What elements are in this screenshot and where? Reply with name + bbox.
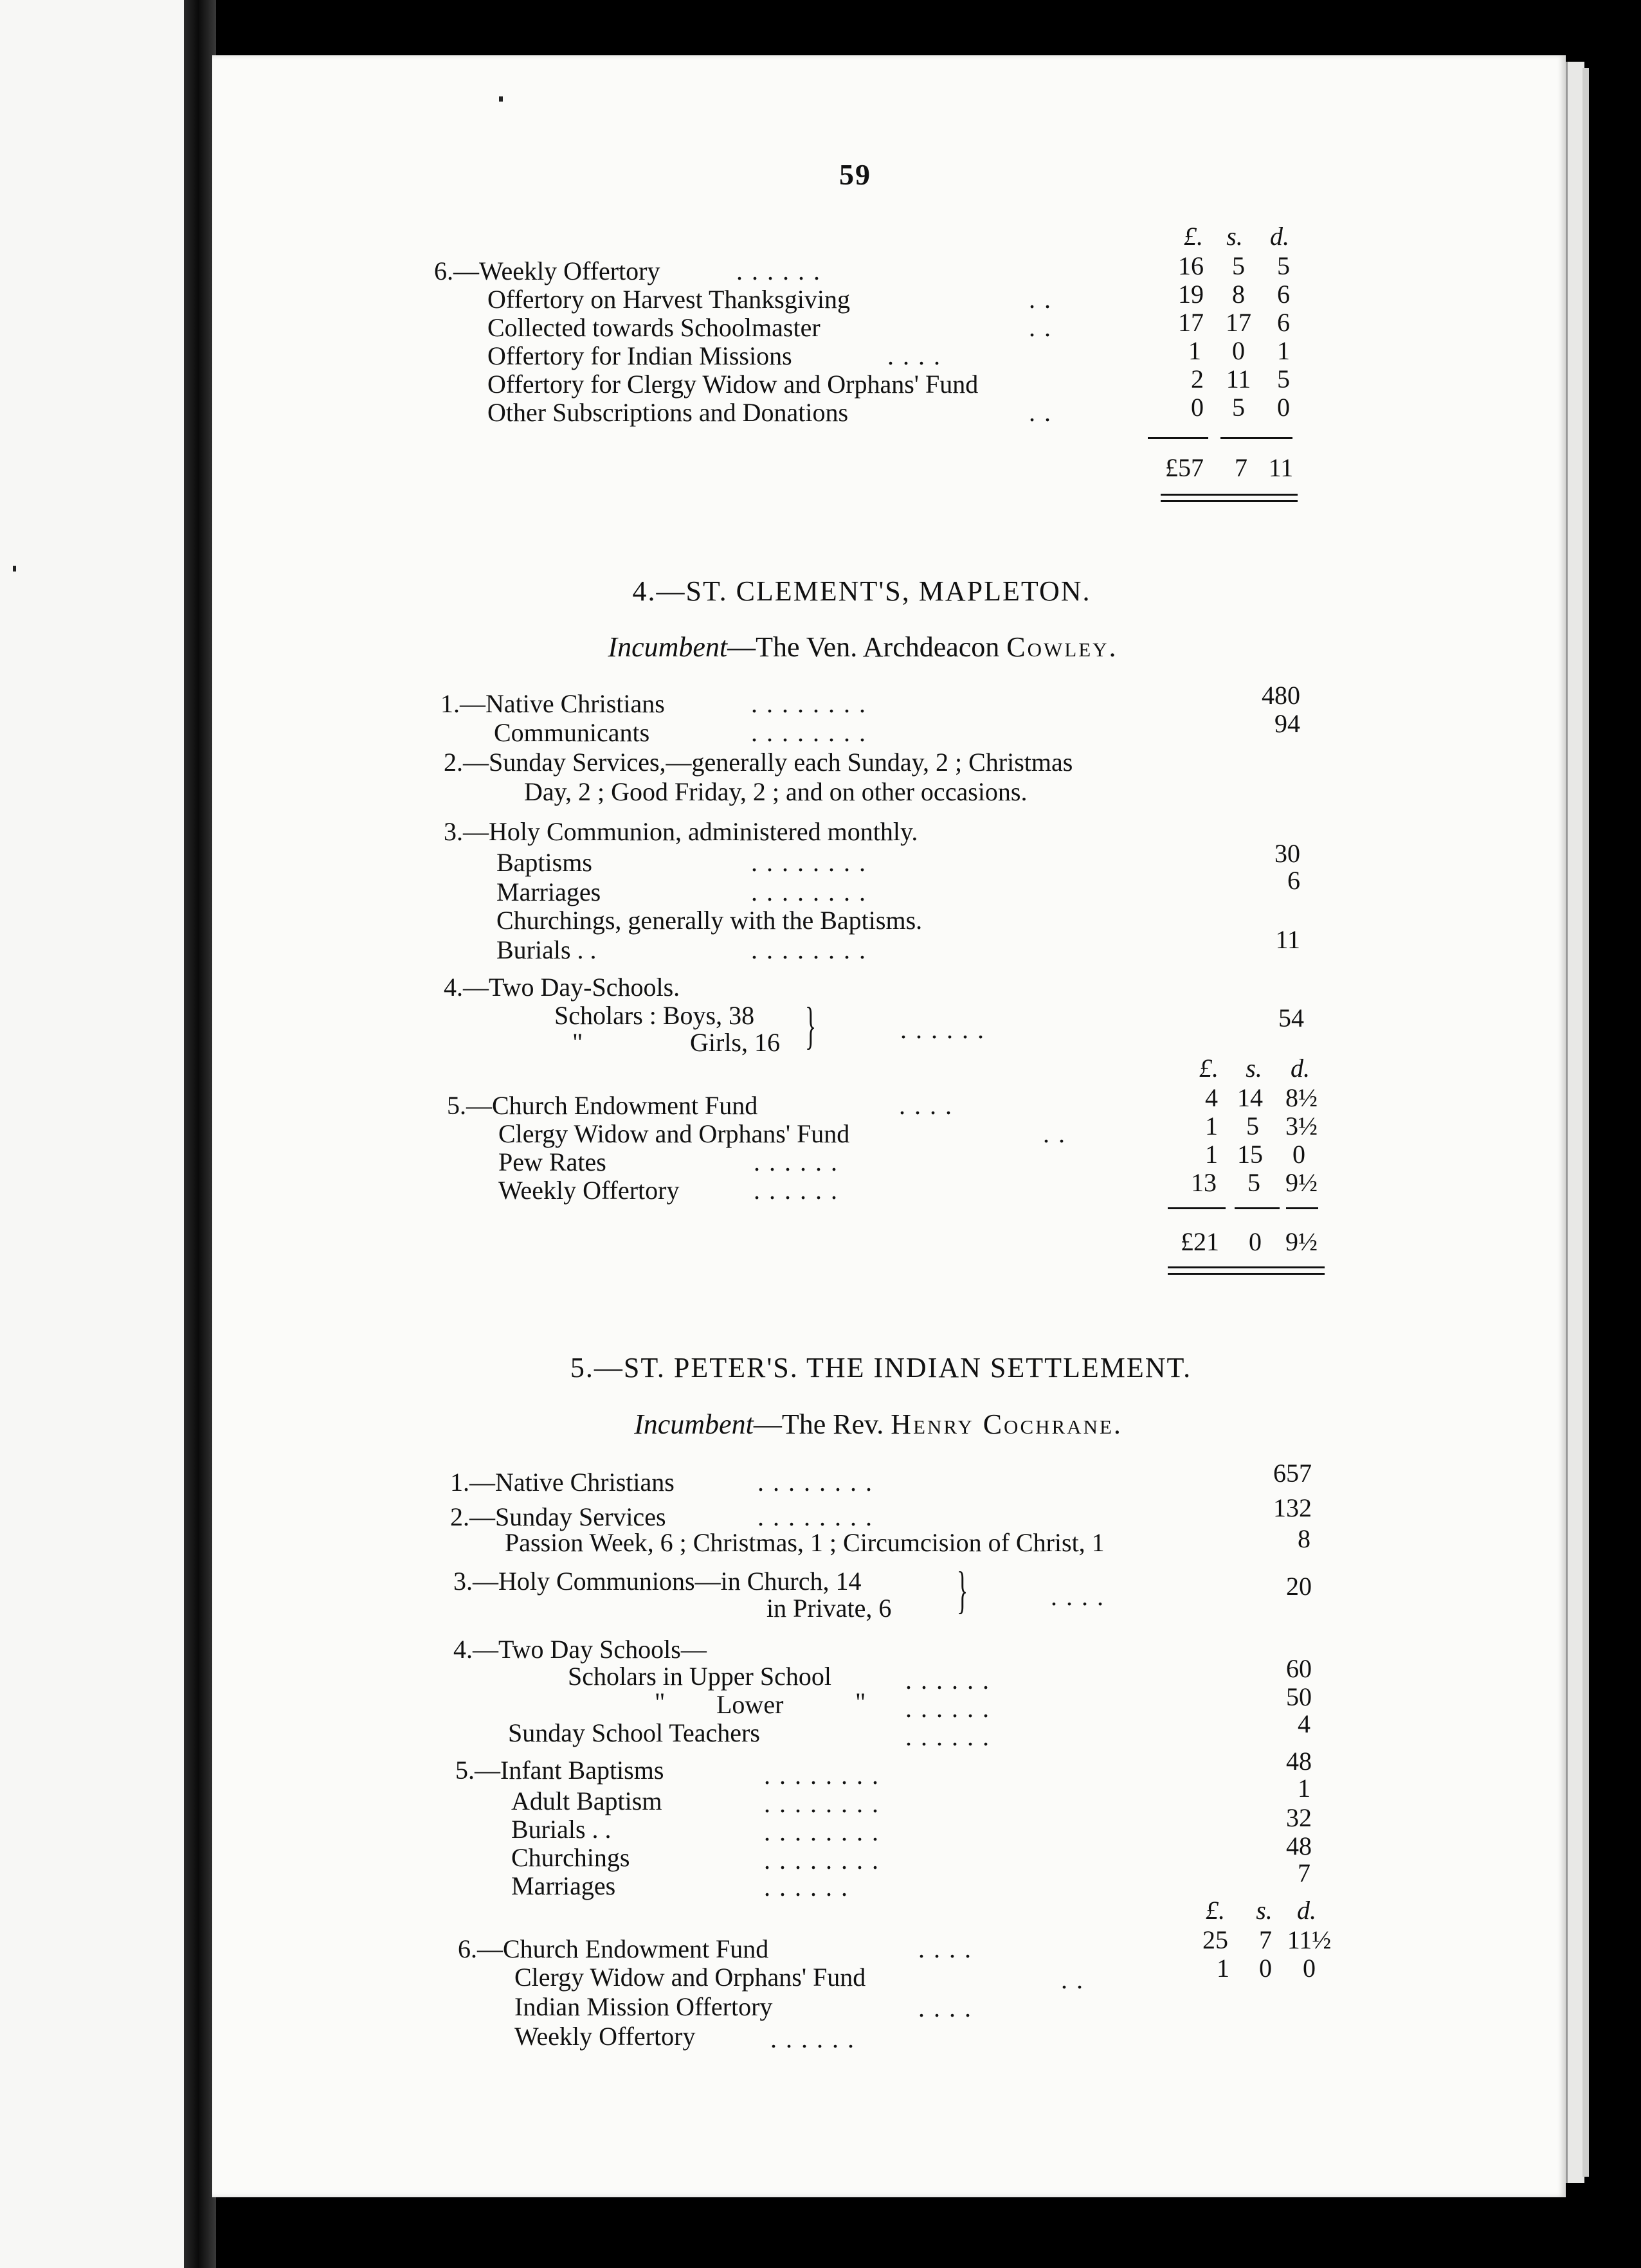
incumbent-line xyxy=(634,1410,1123,1439)
amount-pounds: 1 xyxy=(1188,336,1201,365)
ditto-mark: " xyxy=(655,1688,666,1716)
ditto-mark: " xyxy=(855,1688,866,1716)
fund-label: Pew Rates xyxy=(498,1148,606,1176)
page-edge-shadow xyxy=(1582,68,1589,2177)
amount-pence: 0 xyxy=(1292,1140,1305,1169)
pounds-header: £. xyxy=(1184,222,1203,251)
item-label: 2.—Sunday Services xyxy=(450,1502,666,1531)
fund-label: Weekly Offertory xyxy=(498,1176,680,1205)
amount-shillings: 0 xyxy=(1259,1954,1272,1983)
row-label: Offertory for Clergy Widow and Orphans' Fund xyxy=(487,370,979,399)
section-title: 5.—ST. PETER'S. THE INDIAN SETTLEMENT. xyxy=(570,1352,1192,1383)
amount-pounds: 1 xyxy=(1217,1954,1229,1983)
amount-shillings: 5 xyxy=(1232,251,1245,280)
scan-speck xyxy=(499,96,503,102)
row-label: Offertory for Indian Missions xyxy=(487,341,792,370)
item-value: 657 xyxy=(1273,1459,1312,1488)
amount-pounds: 1 xyxy=(1205,1140,1218,1169)
item-value: 94 xyxy=(1274,709,1300,738)
item-value: 50 xyxy=(1286,1682,1312,1711)
item-value: 48 xyxy=(1286,1747,1312,1776)
item-value: 30 xyxy=(1274,839,1300,868)
item-label: Marriages xyxy=(496,878,601,906)
leader-dots: . . . . . . xyxy=(770,2024,855,2053)
incumbent-prefix: —The Rev. xyxy=(753,1408,891,1440)
amount-shillings: 5 xyxy=(1232,393,1245,422)
shillings-header: s. xyxy=(1226,222,1243,251)
brace-icon: } xyxy=(805,998,817,1054)
pence-header: d. xyxy=(1297,1896,1316,1925)
holy-church: 3.—Holy Communions—in Church, 14 xyxy=(453,1567,862,1596)
leader-dots: . . . . . . . . xyxy=(764,1761,880,1790)
total-double-rule xyxy=(1161,494,1298,496)
item-label: Sunday School Teachers xyxy=(508,1718,760,1747)
item-text: 4.—Two Day Schools— xyxy=(453,1635,707,1664)
incumbent-prefix: —The Ven. Archdeacon xyxy=(727,631,1007,663)
amount-shillings: 17 xyxy=(1226,308,1251,337)
total-double-rule xyxy=(1168,1266,1325,1268)
pounds-header: £. xyxy=(1206,1896,1225,1925)
leader-dots: . . . . . . . . xyxy=(751,935,867,964)
incumbent-label: Incumbent xyxy=(634,1408,754,1440)
amount-pence: 11½ xyxy=(1287,1925,1332,1954)
amount-pence: 3½ xyxy=(1285,1112,1318,1140)
row-label: 6.—Weekly Offertory xyxy=(434,256,660,285)
amount-shillings: 11 xyxy=(1226,364,1251,393)
amount-shillings: 5 xyxy=(1247,1168,1260,1197)
leader-dots: . . . . . . xyxy=(754,1148,839,1176)
scan-speck xyxy=(13,566,16,572)
leader-dots: . . . . xyxy=(1051,1582,1105,1611)
total-pounds: £57 xyxy=(1165,453,1204,482)
pounds-header: £. xyxy=(1199,1054,1219,1083)
amount-shillings: 15 xyxy=(1237,1140,1263,1169)
fund-label: Weekly Offertory xyxy=(514,2022,696,2051)
item-text: 4.—Two Day-Schools. xyxy=(444,973,680,1002)
amount-pence: 6 xyxy=(1277,280,1290,309)
item-label: 1.—Native Christians xyxy=(450,1468,675,1497)
amount-shillings: 14 xyxy=(1237,1083,1263,1112)
amount-pence: 8½ xyxy=(1285,1083,1318,1112)
amount-pounds: 2 xyxy=(1191,364,1204,393)
ditto-mark: " xyxy=(572,1028,583,1057)
leader-dots: . . . . . . . . xyxy=(751,878,867,906)
item-value: 8 xyxy=(1298,1524,1310,1553)
leader-dots: . . . . . . xyxy=(764,1873,849,1902)
amount-shillings: 0 xyxy=(1232,336,1245,365)
leader-dots: . . . . . . . . xyxy=(757,1502,873,1531)
leader-dots: . . . . . . xyxy=(905,1694,990,1723)
leader-dots: . . . . . . . . xyxy=(751,848,867,877)
page-number: 59 xyxy=(839,158,871,191)
row-label: Other Subscriptions and Donations xyxy=(487,398,849,427)
leader-dots: . . . . . . . . xyxy=(757,1468,873,1497)
shillings-header: s. xyxy=(1256,1896,1273,1925)
item-value: 6 xyxy=(1287,866,1300,895)
item-label: Scholars in Upper School xyxy=(568,1662,831,1691)
subtotal-rule xyxy=(1286,1207,1318,1209)
item-value: 11 xyxy=(1275,925,1300,954)
amount-pounds: 13 xyxy=(1191,1168,1217,1197)
incumbent-label: Incumbent xyxy=(608,631,728,663)
amount-pounds: 25 xyxy=(1202,1925,1228,1954)
item-label: Burials . . xyxy=(496,935,597,964)
amount-pence: 6 xyxy=(1277,308,1290,337)
item-value: 1 xyxy=(1298,1774,1310,1803)
holy-private: in Private, 6 xyxy=(766,1594,892,1623)
amount-shillings: 5 xyxy=(1246,1112,1259,1140)
fund-label: Clergy Widow and Orphans' Fund xyxy=(498,1119,850,1148)
amount-pence: 5 xyxy=(1277,251,1290,280)
leader-dots: . . . . . . xyxy=(905,1722,990,1751)
item-label: Baptisms xyxy=(496,848,592,877)
scholars-boys: Scholars : Boys, 38 xyxy=(554,1001,755,1030)
item-label: 5.—Infant Baptisms xyxy=(455,1756,664,1785)
subtotal-rule xyxy=(1168,1207,1226,1209)
item-value: 48 xyxy=(1286,1832,1312,1860)
total-pounds: £21 xyxy=(1181,1227,1219,1256)
leader-dots: . . . . . . xyxy=(900,1015,985,1044)
subtotal-rule xyxy=(1235,1207,1280,1209)
item-value: 20 xyxy=(1286,1572,1312,1601)
amount-pounds: 19 xyxy=(1178,280,1204,309)
item-label: Churchings xyxy=(511,1843,630,1872)
item-label: Adult Baptism xyxy=(511,1787,662,1815)
item-text: Churchings, generally with the Baptisms. xyxy=(496,906,923,935)
item-text: Day, 2 ; Good Friday, 2 ; and on other occasions. xyxy=(524,777,1028,806)
leader-dots: . . . . . . xyxy=(736,256,821,285)
fund-label: 6.—Church Endowment Fund xyxy=(458,1934,769,1963)
subtotal-rule xyxy=(1148,437,1208,439)
leader-dots: . . . . xyxy=(887,341,941,370)
item-value: 7 xyxy=(1298,1859,1310,1887)
total-double-rule xyxy=(1161,500,1298,502)
leader-dots: . . . . xyxy=(918,1994,972,2022)
pence-header: d. xyxy=(1270,222,1289,251)
item-label: Burials . . xyxy=(511,1815,612,1844)
item-value: 32 xyxy=(1286,1803,1312,1832)
amount-pence: 9½ xyxy=(1285,1168,1318,1197)
pence-header: d. xyxy=(1291,1054,1310,1083)
total-shillings: 0 xyxy=(1249,1227,1262,1256)
scholars-girls: Girls, 16 xyxy=(690,1028,780,1057)
amount-pence: 1 xyxy=(1277,336,1290,365)
leader-dots: . . xyxy=(1043,1119,1066,1148)
item-value: 480 xyxy=(1262,681,1300,710)
brace-icon: } xyxy=(957,1562,968,1619)
shillings-header: s. xyxy=(1246,1054,1262,1083)
leader-dots: . . . . . . . . xyxy=(751,689,867,718)
item-text: 3.—Holy Communion, administered monthly. xyxy=(444,817,918,846)
amount-pounds: 1 xyxy=(1205,1112,1218,1140)
leader-dots: . . . . . . . . xyxy=(751,718,867,747)
amount-shillings: 8 xyxy=(1232,280,1245,309)
fund-label: 5.—Church Endowment Fund xyxy=(447,1091,758,1120)
leader-dots: . . xyxy=(1029,398,1052,427)
amount-pounds: 0 xyxy=(1191,393,1204,422)
item-label: Marriages xyxy=(511,1871,616,1900)
total-pence: 11 xyxy=(1268,453,1294,482)
amount-pence: 5 xyxy=(1277,364,1290,393)
amount-pence: 0 xyxy=(1303,1954,1316,1983)
incumbent-line xyxy=(608,633,1118,662)
leader-dots: . . . . . . . . xyxy=(764,1846,880,1875)
fund-label: Indian Mission Offertory xyxy=(514,1992,773,2021)
left-facing-page xyxy=(0,0,188,2268)
section-title: 4.—ST. CLEMENT'S, MAPLETON. xyxy=(632,575,1091,607)
incumbent-name: Henry Cochrane. xyxy=(891,1408,1123,1440)
amount-pence: 0 xyxy=(1277,393,1290,422)
leader-dots: . . . . . . . . xyxy=(764,1817,880,1846)
leader-dots: . . . . . . xyxy=(754,1176,839,1205)
leader-dots: . . . . . . xyxy=(905,1666,990,1695)
item-text: 2.—Sunday Services,—generally each Sunday, 2 ; Christmas xyxy=(444,748,1073,777)
leader-dots: . . xyxy=(1029,313,1052,342)
total-pence: 9½ xyxy=(1285,1227,1318,1256)
row-label: Collected towards Schoolmaster xyxy=(487,313,820,342)
amount-shillings: 7 xyxy=(1259,1925,1272,1954)
leader-dots: . . . . . . . . xyxy=(764,1789,880,1818)
amount-pounds: 4 xyxy=(1205,1083,1218,1112)
item-label: Communicants xyxy=(494,718,650,747)
leader-dots: . . . . xyxy=(899,1091,953,1120)
amount-pounds: 16 xyxy=(1178,251,1204,280)
row-label: Offertory on Harvest Thanksgiving xyxy=(487,285,850,314)
page-edge xyxy=(1566,62,1584,2183)
item-text: Passion Week, 6 ; Christmas, 1 ; Circumcision of Christ, 1 xyxy=(505,1528,1105,1557)
leader-dots: . . xyxy=(1061,1965,1084,1994)
item-value: 60 xyxy=(1286,1654,1312,1683)
leader-dots: . . xyxy=(1029,285,1052,314)
item-value: 54 xyxy=(1278,1004,1304,1032)
book-gutter xyxy=(184,0,216,2268)
total-double-rule xyxy=(1168,1273,1325,1275)
item-label: 1.—Native Christians xyxy=(440,689,665,718)
total-shillings: 7 xyxy=(1235,453,1247,482)
item-value: 132 xyxy=(1273,1493,1312,1522)
item-value: 4 xyxy=(1298,1709,1310,1738)
incumbent-name: Cowley. xyxy=(1006,631,1118,663)
leader-dots: . . . . xyxy=(918,1934,972,1963)
subtotal-rule xyxy=(1220,437,1292,439)
fund-label: Clergy Widow and Orphans' Fund xyxy=(514,1963,866,1992)
amount-pounds: 17 xyxy=(1178,308,1204,337)
item-label: Lower xyxy=(716,1690,784,1719)
